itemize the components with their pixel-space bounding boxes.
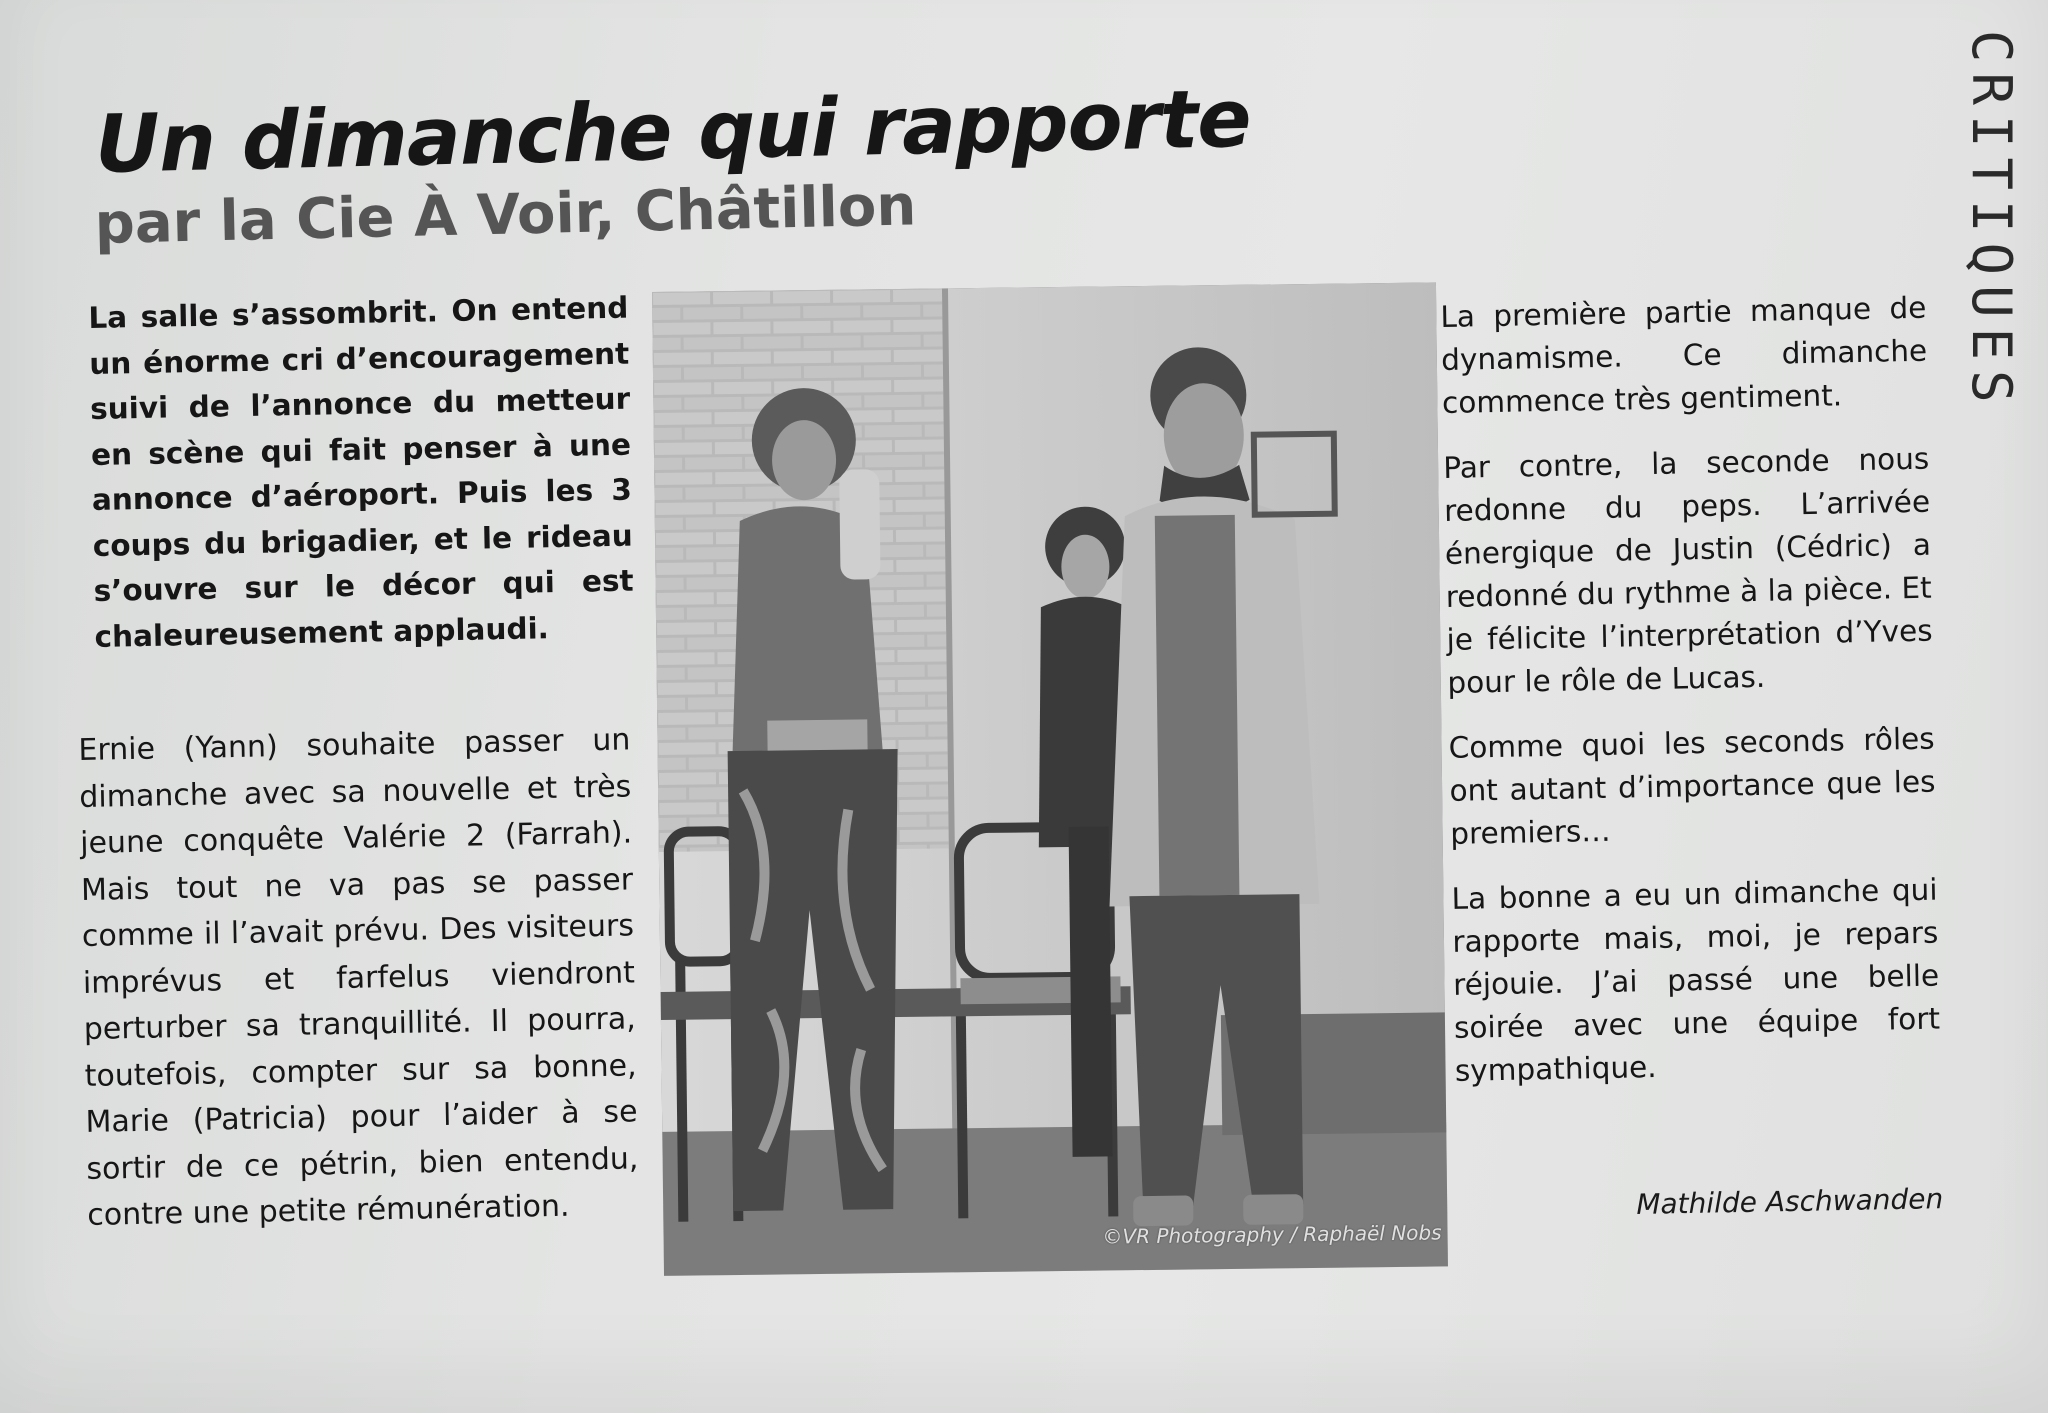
author-signature: Mathilde Aschwanden [1636,1182,1944,1221]
photo-credit: ©VR Photography / Raphaël Nobs [1102,1220,1442,1249]
photo-illustration [652,282,1448,1276]
right-paragraph: Par contre, la seconde nous redonne du peps. L’arrivée énergique de Justin (Cédric) a redonné du rythme à la pièce. Et je félicite l’interprétation d’Yves pour le rôle de Lucas. [1442,441,1933,700]
body-column-right [1440,287,1941,1093]
right-paragraph: La première partie manque de dynamisme. Ce dimanche commence très gentiment. [1440,290,1928,420]
article-title: Un dimanche qui rapporte [94,71,1252,191]
article-subtitle: par la Cie À Voir, Châtillon [94,173,917,257]
lead-paragraph: La salle s’assombrit. On entend un énorme cri d’encouragement suivi de l’annonce du metteur en scène qui fait penser à une annonce d’aéroport. Puis les 3 coups du brigadier, et le rideau s’ouvre sur le décor qui est chaleureusement applaudi. [88,290,634,654]
section-label: CRITIQUES [1960,30,2023,413]
right-paragraph: Comme quoi les seconds rôles ont autant d’importance que les premiers… [1448,721,1936,851]
theatre-scene-photo [652,282,1448,1276]
right-paragraph: La bonne a eu un dimanche qui rapporte mais, moi, je repars réjouie. J’ai passé une belle soirée avec une équipe fort sympathique. [1451,872,1941,1088]
body-paragraph-left: Ernie (Yann) souhaite passer un dimanche avec sa nouvelle et très jeune conquête Valérie 2 (Farrah). Mais tout ne va pas se passer comme il l’avait prévu. Des visiteurs imprévus et farfelus viendront perturber sa tranquillité. Il pourra, toutefois, compter sur sa bonne, Marie (Patricia) pour l’aider à se sortir de ce pétrin, bien entendu, contre une petite rémunération. [78,722,639,1233]
